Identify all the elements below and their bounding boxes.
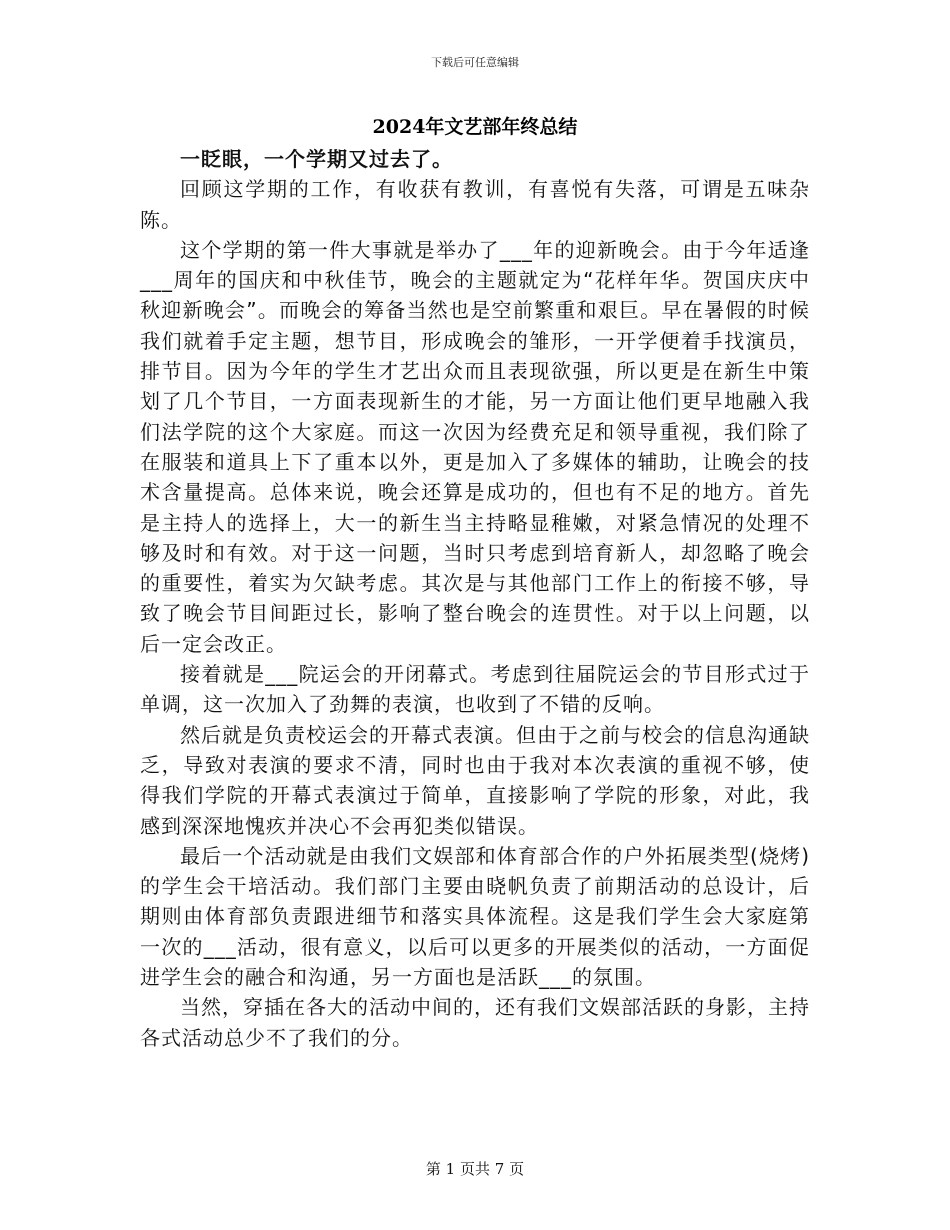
lead-paragraph: 一眨眼，一个学期又过去了。 (180, 147, 453, 171)
paragraph: 然后就是负责校运会的开幕式表演。但由于之前与校会的信息沟通缺乏，导致对表演的要求不清，同时也由于我对本次表演的重视不够，使得我们学院的开幕式表演过于简单，直接影响了学院的形象，对此，我感到深深地愧疚并决心不会再犯类似错误。 (140, 722, 810, 838)
document-title: 2024年文艺部年终总结 (372, 116, 578, 138)
document-body (140, 144, 810, 1053)
paragraph: 当然，穿插在各大的活动中间的，还有我们文娱部活跃的身影，主持各式活动总少不了我们的分。 (140, 995, 810, 1050)
paragraph: 最后一个活动就是由我们文娱部和体育部合作的户外拓展类型(烧烤)的学生会干培活动。我们部门主要由晓帆负责了前期活动的总设计，后期则由体育部负责跟进细节和落实具体流程。这是我们学生会大家庭第一次的___活动，很有意义，以后可以更多的开展类似的活动，一方面促进学生会的融合和沟通，另一方面也是活跃___的氛围。 (140, 843, 810, 990)
page-number: 第 1 页共 7 页 (425, 1160, 525, 1178)
header-note: 下载后可任意编辑 (431, 56, 519, 69)
paragraph: 这个学期的第一件大事就是举办了___年的迎新晚会。由于今年适逢___周年的国庆和中秋佳节，晚会的主题就定为“花样年华。贺国庆庆中秋迎新晚会”。而晚会的筹备当然也是空前繁重和艰巨。早在暑假的时候我们就着手定主题，想节目，形成晚会的雏形，一开学便着手找演员，排节目。因为今年的学生才艺出众而且表现欲强，所以更是在新生中策划了几个节目，一方面表现新生的才能，另一方面让他们更早地融入我们法学院的这个大家庭。而这一次因为经费充足和领导重视，我们除了在服装和道具上下了重本以外，更是加入了多媒体的辅助，让晚会的技术含量提高。总体来说，晚会还算是成功的，但也有不足的地方。首先是主持人的选择上，大一的新生当主持略显稚嫩，对紧急情况的处理不够及时和有效。对于这一问题，当时只考虑到培育新人，却忽略了晚会的重要性，着实为欠缺考虑。其次是与其他部门工作上的衔接不够，导致了晚会节目间距过长，影响了整台晚会的连贯性。对于以上问题，以后一定会改正。 (140, 237, 810, 656)
paragraph: 回顾这学期的工作，有收获有教训，有喜悦有失落，可谓是五味杂陈。 (140, 177, 810, 232)
paragraph: 接着就是___院运会的开闭幕式。考虑到往届院运会的节目形式过于单调，这一次加入了劲舞的表演，也收到了不错的反响。 (140, 662, 810, 717)
